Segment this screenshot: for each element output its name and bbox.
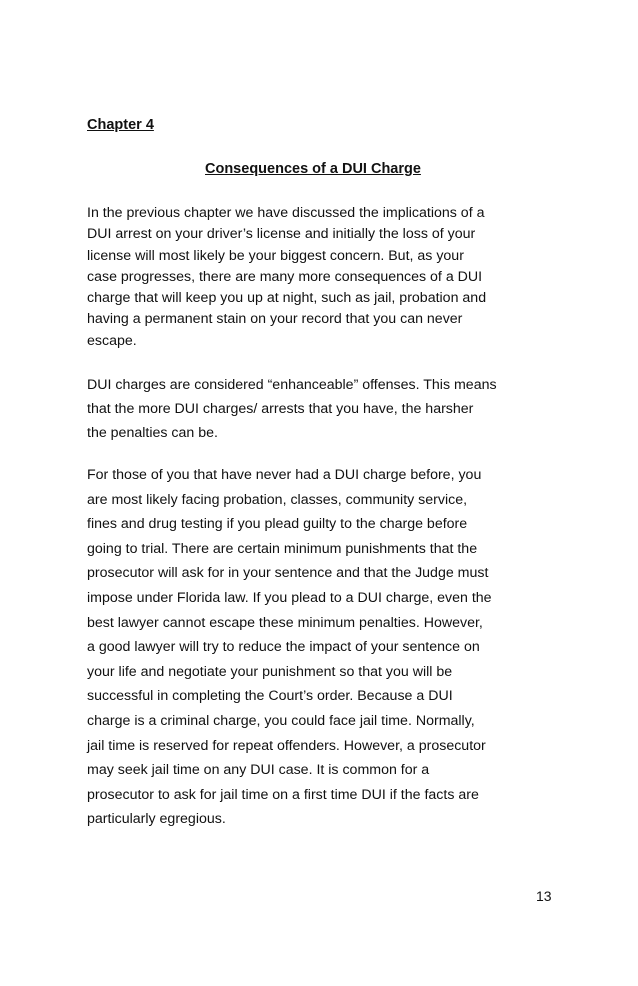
paragraph-line: impose under Florida law. If you plead to a DUI charge, even the xyxy=(87,589,492,606)
paragraph-2 xyxy=(87,374,557,445)
paragraph-line: best lawyer cannot escape these minimum penalties. However, xyxy=(87,614,483,631)
paragraph-line: successful in completing the Court’s order. Because a DUI xyxy=(87,688,453,705)
paragraph-line: DUI charges are considered “enhanceable” offenses. This means xyxy=(87,377,497,393)
paragraph-line: are most likely facing probation, classes, community service, xyxy=(87,491,468,508)
paragraph-line: case progresses, there are many more consequences of a DUI xyxy=(87,268,483,285)
paragraph-line: charge that will keep you up at night, such as jail, probation and xyxy=(87,290,487,307)
paragraph-1 xyxy=(87,203,557,352)
paragraph-line: DUI arrest on your driver’s license and initially the loss of your xyxy=(87,226,476,243)
paragraph-line: going to trial. There are certain minimum punishments that the xyxy=(87,540,478,557)
paragraph-line: particularly egregious. xyxy=(87,811,226,828)
paragraph-line: may seek jail time on any DUI case. It is common for a xyxy=(87,762,430,779)
page-number: 13 xyxy=(536,888,552,904)
chapter-title: Consequences of a DUI Charge xyxy=(205,161,421,177)
chapter-label: Chapter 4 xyxy=(87,117,154,133)
paragraph-line: In the previous chapter we have discussed the implications of a xyxy=(87,205,485,221)
paragraph-line: prosecutor to ask for jail time on a first time DUI if the facts are xyxy=(87,786,479,803)
paragraph-line: escape. xyxy=(87,332,137,349)
paragraph-line: jail time is reserved for repeat offenders. However, a prosecutor xyxy=(87,737,486,754)
paragraph-line: your life and negotiate your punishment so that you will be xyxy=(87,663,453,680)
paragraph-line: having a permanent stain on your record that you can never xyxy=(87,311,463,328)
paragraph-line: For those of you that have never had a DUI charge before, you xyxy=(87,467,482,483)
paragraph-line: prosecutor will ask for in your sentence and that the Judge must xyxy=(87,565,489,582)
paragraph-line: fines and drug testing if you plead guilty to the charge before xyxy=(87,516,468,533)
paragraph-line: that the more DUI charges/ arrests that you have, the harsher xyxy=(87,400,474,417)
paragraph-line: a good lawyer will try to reduce the impact of your sentence on xyxy=(87,639,480,656)
paragraph-3 xyxy=(87,463,557,832)
paragraph-line: the penalties can be. xyxy=(87,424,218,441)
paragraph-line: license will most likely be your biggest concern. But, as your xyxy=(87,247,464,264)
paragraph-line: charge is a criminal charge, you could face jail time. Normally, xyxy=(87,712,475,729)
